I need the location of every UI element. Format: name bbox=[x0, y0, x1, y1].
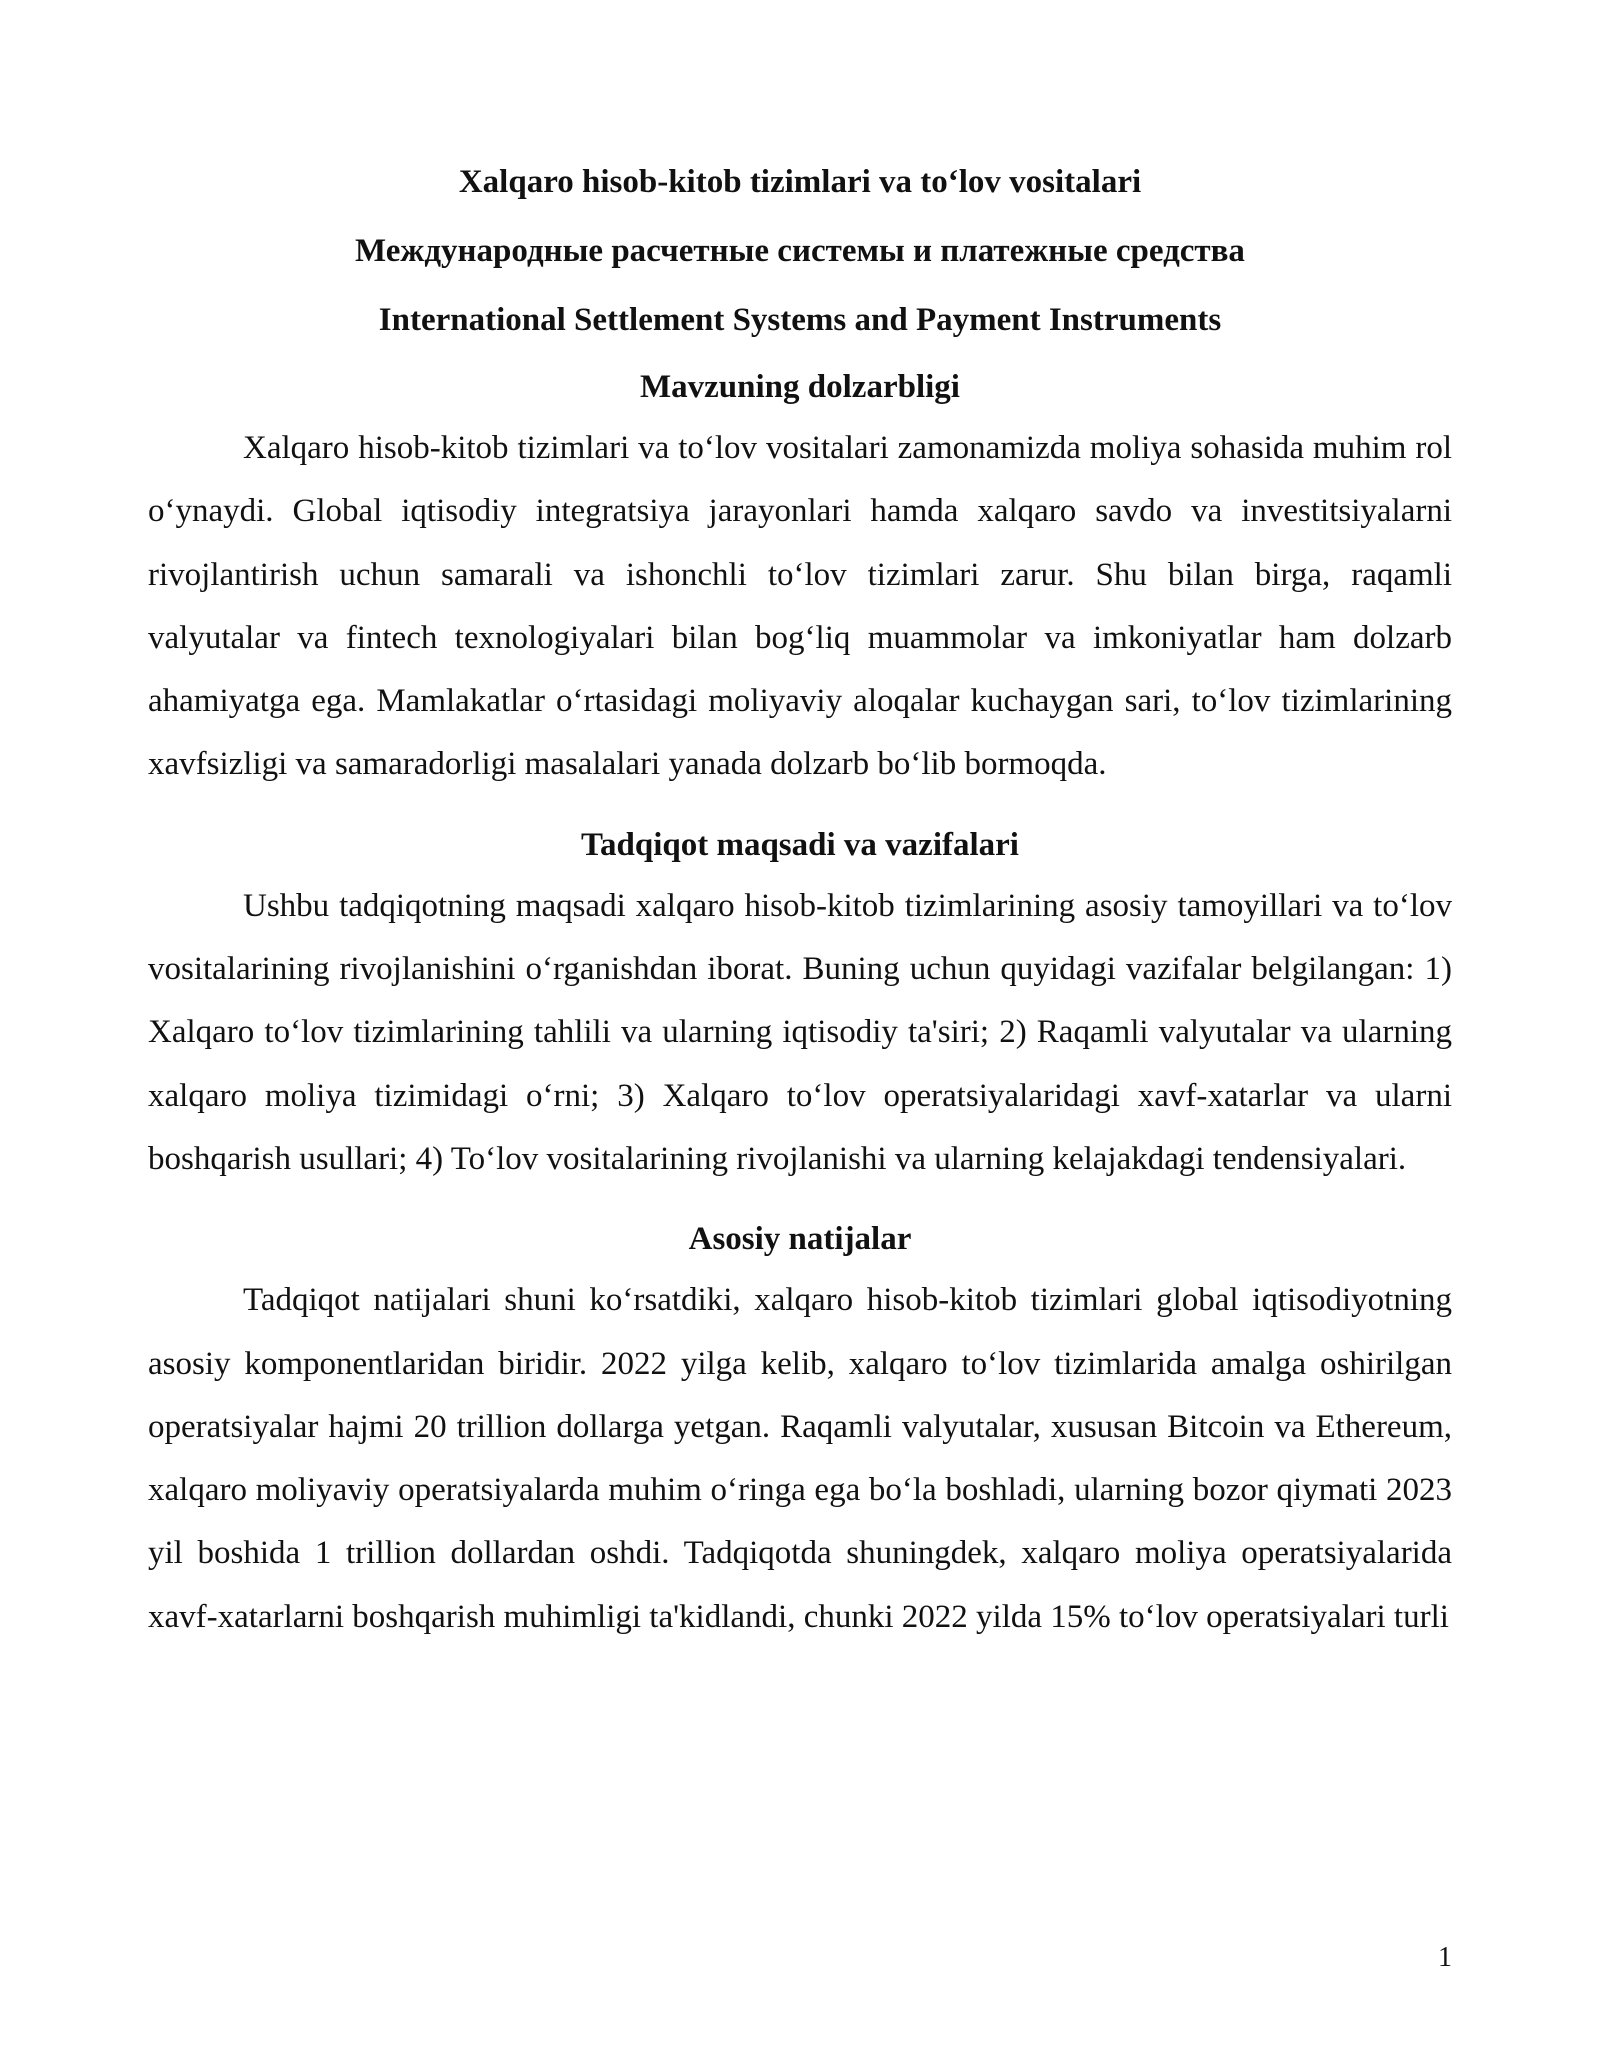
section-heading: Mavzuning dolzarbligi bbox=[640, 369, 960, 405]
section-results bbox=[148, 1217, 1452, 1649]
title-russian: Международные расчетные системы и платежные средства bbox=[355, 233, 1245, 269]
section-goals bbox=[148, 823, 1452, 1191]
section-paragraph: Ushbu tadqiqotning maqsadi xalqaro hisob-kitob tizimlarining asosiy tamoyillari va to‘lov vositalarining rivojlanishini o‘rganishdan iborat. Buning uchun quyidagi vazifalar belgilangan: 1) Xalqaro to‘lov tizimlarining tahlili va ularning iqtisodiy ta'siri; 2) Raqamli valyutalar va ularning xalqaro moliya tizimidagi o‘rni; 3) Xalqaro to‘lov operatsiyalaridagi xavf-xatarlar va ularni boshqarish usullari; 4) To‘lov vositalarining rivojlanishi va ularning kelajakdagi tendensiyalari. bbox=[148, 887, 1452, 1177]
title-block bbox=[148, 148, 1452, 355]
section-relevance bbox=[148, 365, 1452, 797]
page-number: 1 bbox=[1438, 1942, 1452, 1973]
title-uzbek: Xalqaro hisob-kitob tizimlari va to‘lov vositalari bbox=[458, 164, 1142, 200]
section-heading: Asosiy natijalar bbox=[688, 1221, 912, 1258]
section-paragraph: Tadqiqot natijalari shuni ko‘rsatdiki, xalqaro hisob-kitob tizimlari global iqtisodiyotning asosiy komponentlaridan biridir. 2022 yilga kelib, xalqaro to‘lov tizimlarida amalga oshirilgan operatsiyalar hajmi 20 trillion dollarga yetgan. Raqamli valyutalar, xususan Bitcoin va Ethereum, xalqaro moliyaviy operatsiyalarda muhim o‘ringa ega bo‘la boshladi, ularning bozor qiymati 2023 yil boshida 1 trillion dollardan oshdi. Tadqiqotda shuningdek, xalqaro moliya operatsiyalarida xavf-xatarlarni boshqarish muhimligi ta'kidlandi, chunki 2022 yilda 15% to‘lov operatsiyalari turli bbox=[148, 1282, 1452, 1635]
document-page bbox=[148, 148, 1452, 1649]
title-english: International Settlement Systems and Payment Instruments bbox=[378, 302, 1222, 338]
section-heading: Tadqiqot maqsadi va vazifalari bbox=[581, 826, 1019, 863]
section-paragraph: Xalqaro hisob-kitob tizimlari va to‘lov vositalari zamonamizda moliya sohasida muhim rol o‘ynaydi. Global iqtisodiy integratsiya jarayonlari hamda xalqaro savdo va investitsiyalarni rivojlantirish uchun samarali va ishonchli to‘lov tizimlari zarur. Shu bilan birga, raqamli valyutalar va fintech texnologiyalari bilan bog‘liq muammolar va imkoniyatlar ham dolzarb ahamiyatga ega. Mamlakatlar o‘rtasidagi moliyaviy aloqalar kuchaygan sari, to‘lov tizimlarining xavfsizligi va samaradorligi masalalari yanada dolzarb bo‘lib bormoqda. bbox=[148, 430, 1452, 783]
